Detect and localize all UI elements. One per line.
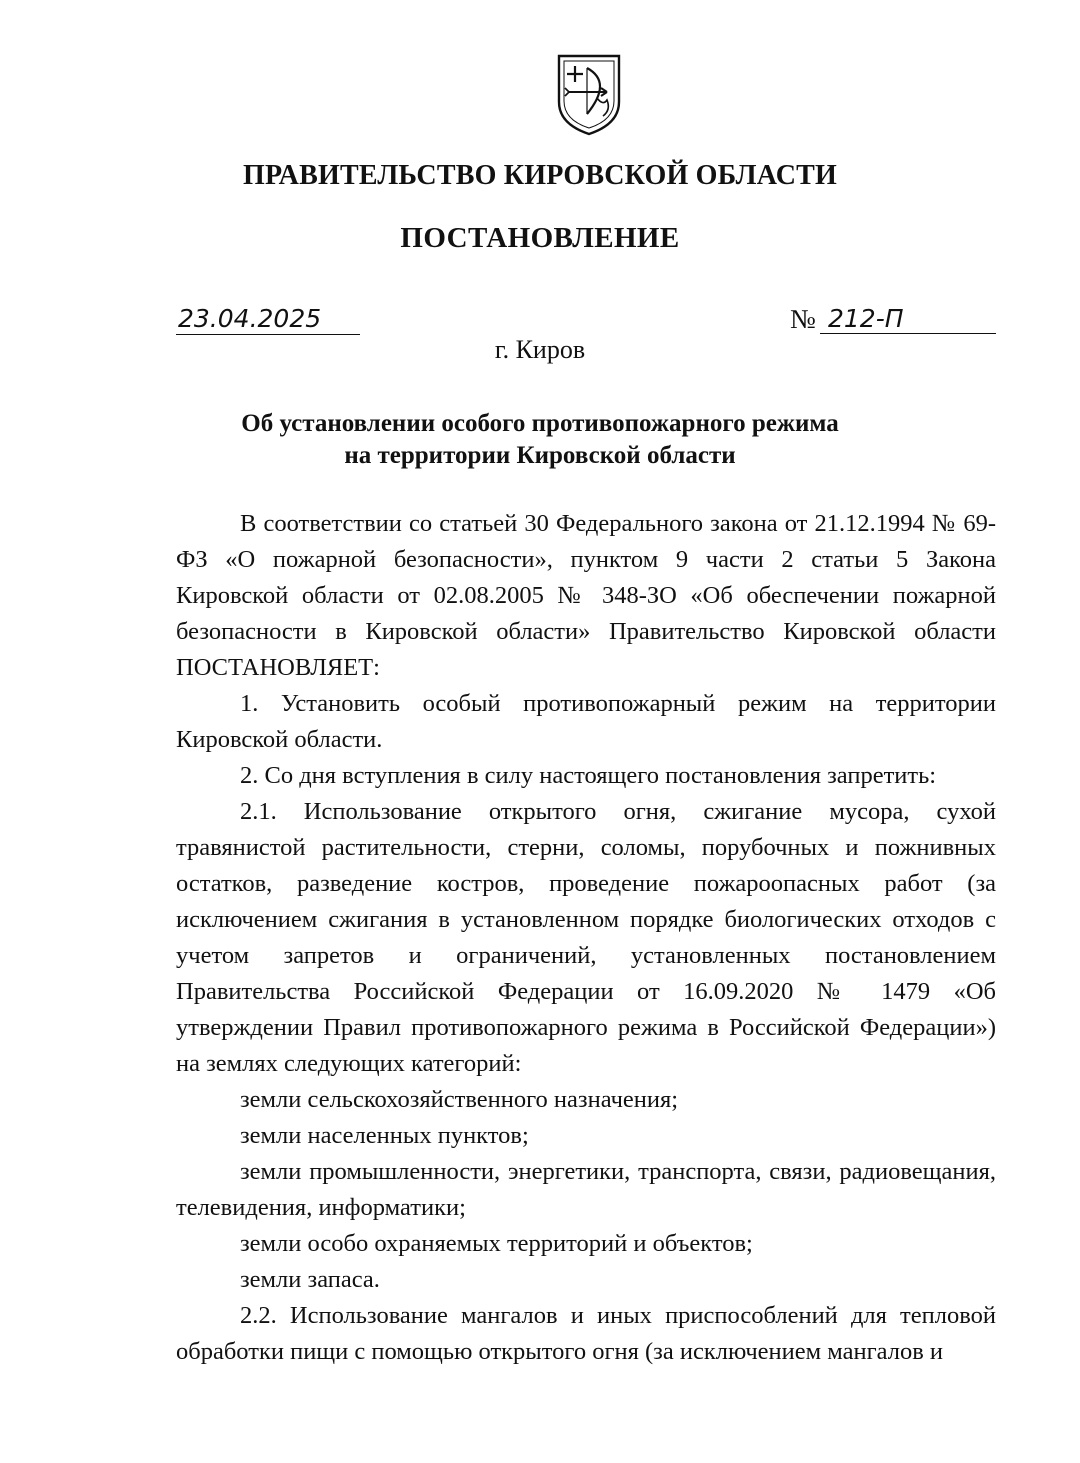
document-body (176, 506, 996, 1370)
subject-line-1: Об установлении особого противопожарного режима (241, 410, 839, 437)
preamble-paragraph: В соответствии со статьей 30 Федерального закона от 21.12.1994 № 69-ФЗ «О пожарной безопасности», пунктом 9 части 2 статьи 5 Закона Кировской области от 02.08.2005 № 348-ЗО «Об обеспечении пожарной безопасности в Кировской области» Правительство Кировской области ПОСТАНОВЛЯЕТ: (176, 510, 996, 681)
government-name: ПРАВИТЕЛЬСТВО КИРОВСКОЙ ОБЛАСТИ (242, 160, 837, 191)
clause-1: 1. Установить особый противопожарный режим на территории Кировской области. (176, 690, 996, 753)
number-sign: № (790, 304, 816, 334)
document-date: 23.04.2025 (176, 304, 360, 335)
document-number-block (790, 304, 996, 334)
land-category-item: земли сельскохозяйственного назначения; (240, 1086, 679, 1113)
coat-of-arms-icon (553, 52, 625, 136)
clause-2-1: 2.1. Использование открытого огня, сжигание мусора, сухой травянистой растительности, стерни, соломы, порубочных и пожнивных остатков, разведение костров, проведение пожароопасных работ (за исключением сжигания в установленном порядке биологических отходов с учетом запретов и ограничений, установленных постановлением Правительства Российской Федерации от 16.09.2020 № 1479 «Об утверждении Правил противопожарного режима в Российской Федерации») на землях следующих категорий: (176, 798, 996, 1077)
document-subject (0, 408, 1080, 472)
clause-2: 2. Со дня вступления в силу настоящего постановления запретить: (240, 762, 937, 789)
land-category-item: земли запаса. (240, 1266, 380, 1293)
city: г. Киров (494, 335, 586, 364)
land-category-item: земли промышленности, энергетики, транспорта, связи, радиовещания, телевидения, информатики; (176, 1158, 996, 1221)
document-number: 212-П (820, 304, 996, 334)
subject-line-2: на территории Кировской области (344, 442, 736, 469)
land-category-item: земли населенных пунктов; (240, 1122, 529, 1149)
land-category-item: земли особо охраняемых территорий и объектов; (240, 1230, 753, 1257)
clause-2-2: 2.2. Использование мангалов и иных приспособлений для тепловой обработки пищи с помощью открытого огня (за исключением мангалов и (176, 1302, 996, 1365)
document-type: ПОСТАНОВЛЕНИЕ (400, 222, 680, 254)
